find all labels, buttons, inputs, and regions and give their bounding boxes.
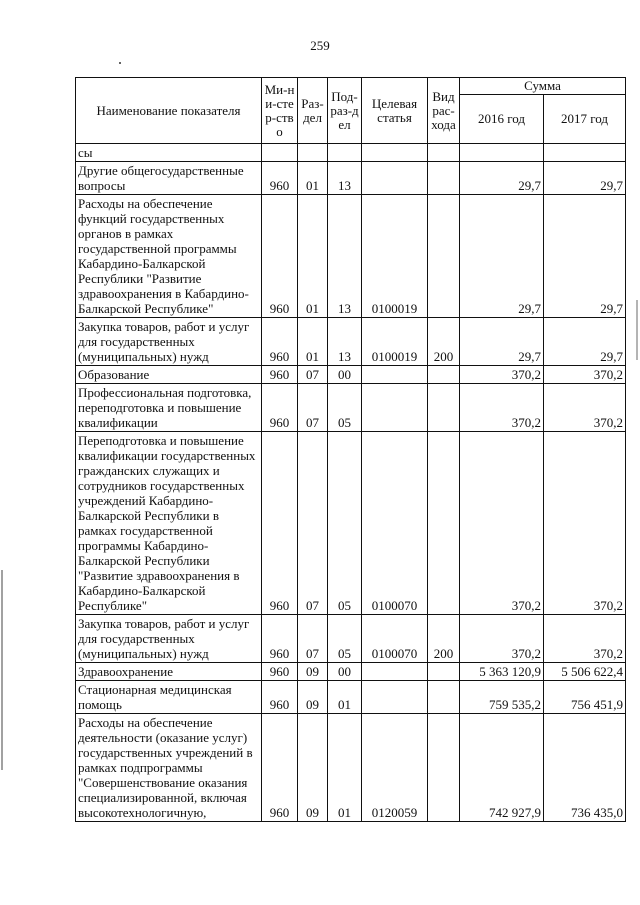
- cell-ministry: 960: [262, 162, 298, 195]
- cell-ministry: 960: [262, 318, 298, 366]
- scan-edge-mark-left: [1, 570, 3, 770]
- table-row: [76, 384, 626, 432]
- cell-target: 0100019: [362, 195, 428, 318]
- cell-sum-2016: 759 535,2: [460, 681, 544, 714]
- cell-section: 09: [298, 714, 328, 822]
- cell-target: [362, 366, 428, 384]
- cell-target: [362, 384, 428, 432]
- header-year-2017: 2017 год: [544, 95, 626, 144]
- cell-subsection: 13: [328, 195, 362, 318]
- cell-sum-2017: 736 435,0: [544, 714, 626, 822]
- cell-target: [362, 162, 428, 195]
- cell-expense-type: [428, 195, 460, 318]
- cell-sum-2016: 5 363 120,9: [460, 663, 544, 681]
- cell-sum-2016: 370,2: [460, 366, 544, 384]
- cell-section: 01: [298, 195, 328, 318]
- cell-sum-2016: 29,7: [460, 195, 544, 318]
- cell-expense-type: [428, 366, 460, 384]
- table-row: [76, 366, 626, 384]
- cell-ministry: 960: [262, 366, 298, 384]
- cell-section: [298, 144, 328, 162]
- cell-target: [362, 681, 428, 714]
- cell-ministry: 960: [262, 714, 298, 822]
- cell-name: Другие общегосударственные вопросы: [76, 162, 262, 195]
- cell-subsection: 00: [328, 366, 362, 384]
- table-row: [76, 432, 626, 615]
- cell-subsection: 05: [328, 384, 362, 432]
- header-ministry: Ми-ни-стер-ство: [262, 78, 298, 144]
- cell-expense-type: [428, 714, 460, 822]
- cell-sum-2017: 370,2: [544, 366, 626, 384]
- cell-expense-type: [428, 432, 460, 615]
- table-row: [76, 714, 626, 822]
- cell-sum-2017: 756 451,9: [544, 681, 626, 714]
- cell-sum-2017: 29,7: [544, 318, 626, 366]
- table-row: [76, 162, 626, 195]
- cell-ministry: 960: [262, 615, 298, 663]
- cell-section: 09: [298, 663, 328, 681]
- cell-name: Здравоохранение: [76, 663, 262, 681]
- table-body: [76, 144, 626, 822]
- cell-sum-2016: 29,7: [460, 318, 544, 366]
- cell-sum-2016: 370,2: [460, 432, 544, 615]
- budget-table: [75, 77, 626, 822]
- table-row: [76, 195, 626, 318]
- cell-name: Переподготовка и повышение квалификации государственных гражданских служащих и сотрудников государственных учреждений Кабардино-Балкарской Республики в рамках государственной программы Кабардино-Балкарской Республики "Развитие здравоохранения в Кабардино-Балкарской Республике": [76, 432, 262, 615]
- cell-target: 0100019: [362, 318, 428, 366]
- cell-expense-type: 200: [428, 318, 460, 366]
- cell-ministry: 960: [262, 384, 298, 432]
- cell-target: 0100070: [362, 615, 428, 663]
- cell-sum-2016: 29,7: [460, 162, 544, 195]
- header-expense-type: Вид рас-хода: [428, 78, 460, 144]
- cell-section: 09: [298, 681, 328, 714]
- cell-sum-2016: 370,2: [460, 384, 544, 432]
- cell-section: 01: [298, 318, 328, 366]
- cell-section: 07: [298, 432, 328, 615]
- cell-section: 01: [298, 162, 328, 195]
- cell-subsection: 01: [328, 681, 362, 714]
- cell-ministry: 960: [262, 432, 298, 615]
- cell-sum-2017: 5 506 622,4: [544, 663, 626, 681]
- cell-target: 0100070: [362, 432, 428, 615]
- cell-sum-2017: 29,7: [544, 162, 626, 195]
- cell-expense-type: [428, 681, 460, 714]
- header-section: Раз-дел: [298, 78, 328, 144]
- cell-ministry: [262, 144, 298, 162]
- cell-subsection: 13: [328, 318, 362, 366]
- cell-subsection: 05: [328, 615, 362, 663]
- cell-section: 07: [298, 615, 328, 663]
- cell-name: Профессиональная подготовка, переподготовка и повышение квалификации: [76, 384, 262, 432]
- cell-sum-2016: 370,2: [460, 615, 544, 663]
- cell-sum-2017: 29,7: [544, 195, 626, 318]
- cell-sum-2017: [544, 144, 626, 162]
- page-number: 259: [310, 38, 330, 53]
- cell-name: Закупка товаров, работ и услуг для государственных (муниципальных) нужд: [76, 318, 262, 366]
- cell-expense-type: [428, 162, 460, 195]
- cell-subsection: [328, 144, 362, 162]
- cell-sum-2017: 370,2: [544, 432, 626, 615]
- cell-expense-type: 200: [428, 615, 460, 663]
- cell-sum-2016: 742 927,9: [460, 714, 544, 822]
- cell-expense-type: [428, 384, 460, 432]
- cell-section: 07: [298, 384, 328, 432]
- cell-ministry: 960: [262, 681, 298, 714]
- scan-edge-mark-right: [636, 300, 638, 360]
- cell-target: 0120059: [362, 714, 428, 822]
- cell-name: Стационарная медицинская помощь: [76, 681, 262, 714]
- cell-ministry: 960: [262, 195, 298, 318]
- table-row: [76, 663, 626, 681]
- cell-subsection: 00: [328, 663, 362, 681]
- cell-name: Расходы на обеспечение деятельности (оказание услуг) государственных учреждений в рамках подпрограммы "Совершенствование оказания специализированной, включая высокотехнологичную,: [76, 714, 262, 822]
- table-row: [76, 318, 626, 366]
- cell-subsection: 05: [328, 432, 362, 615]
- table-row: [76, 615, 626, 663]
- cell-sum-2017: 370,2: [544, 615, 626, 663]
- scan-speck: [119, 62, 121, 64]
- cell-sum-2017: 370,2: [544, 384, 626, 432]
- cell-ministry: 960: [262, 663, 298, 681]
- cell-expense-type: [428, 663, 460, 681]
- cell-sum-2016: [460, 144, 544, 162]
- header-sum: Сумма: [460, 78, 626, 95]
- header-year-2016: 2016 год: [460, 95, 544, 144]
- header-row-1: [76, 78, 626, 95]
- cell-name: Образование: [76, 366, 262, 384]
- cell-expense-type: [428, 144, 460, 162]
- cell-name: Расходы на обеспечение функций государственных органов в рамках государственной программы Кабардино-Балкарской Республики "Развитие здравоохранения в Кабардино-Балкарской Республике": [76, 195, 262, 318]
- cell-target: [362, 144, 428, 162]
- cell-section: 07: [298, 366, 328, 384]
- header-name: Наименование показателя: [76, 78, 262, 144]
- cell-subsection: 01: [328, 714, 362, 822]
- table-row: [76, 681, 626, 714]
- header-target: Целевая статья: [362, 78, 428, 144]
- cell-name: Закупка товаров, работ и услуг для государственных (муниципальных) нужд: [76, 615, 262, 663]
- cell-name: сы: [76, 144, 262, 162]
- cell-subsection: 13: [328, 162, 362, 195]
- header-subsection: Под-раз-дел: [328, 78, 362, 144]
- cell-target: [362, 663, 428, 681]
- table-row: [76, 144, 626, 162]
